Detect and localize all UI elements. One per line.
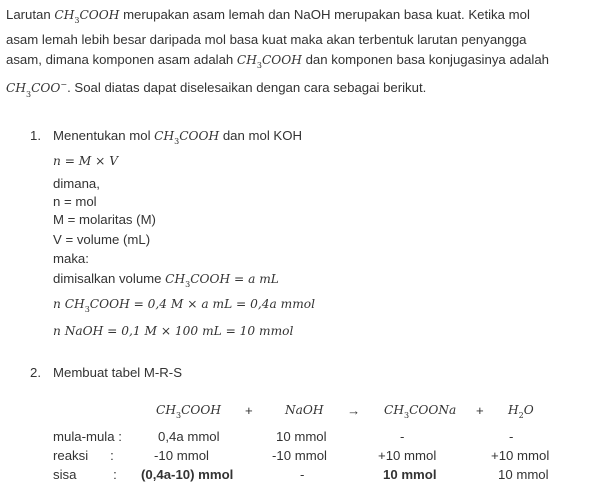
formula-ch3cooh: $CH_3COOH$ — [236, 53, 302, 71]
header-ch3coona: $CH_3COONa$ — [384, 403, 457, 421]
formula-n-equals-mv: n = M × V — [53, 154, 119, 168]
cell: +10 mmol — [378, 448, 437, 463]
intro-text: merupakan asam lemah dan NaOH merupakan basa kuat. Ketika mol — [119, 7, 530, 22]
intro-text: . Soal diatas dapat diselesaikan dengan cara sebagai berikut. — [67, 80, 427, 96]
definition-v: V = volume (mL) — [53, 232, 151, 247]
cell: +10 mmol — [491, 448, 550, 463]
formula-volume-assumption: $CH_3COOH = a$ mL — [165, 272, 279, 290]
header-arrow: → — [347, 403, 361, 418]
header-plus: + — [245, 403, 253, 418]
step-1-number: 1. — [30, 128, 41, 143]
intro-line-2: asam lemah lebih besar daripada mol basa kuat maka akan terbentuk larutan penyangga — [6, 32, 527, 47]
cell: - — [509, 429, 514, 444]
equation-mol-base: n NaOH = 0,1 M × 100 mL = 10 mmol — [53, 324, 294, 338]
cell: -10 mmol — [272, 448, 327, 463]
equation-mol-acid: n $CH_3COOH = 0,4$ M × a mL = 0,4a mmol — [53, 297, 315, 315]
header-naoh: NaOH — [285, 403, 324, 417]
intro-text: Larutan — [6, 7, 55, 22]
header-ch3cooh: $CH_3COOH$ — [156, 403, 221, 421]
intro-line-3 — [6, 52, 549, 69]
cell: 10 mmol — [383, 467, 437, 482]
intro-line-1 — [6, 7, 530, 24]
where-label: dimana, — [53, 176, 100, 191]
row-label-mula: mula-mula : — [53, 429, 122, 444]
intro-text: dan komponen basa konjugasinya adalah — [301, 52, 550, 67]
intro-line-4 — [6, 80, 426, 98]
row-label-sisa: sisa : — [53, 467, 117, 482]
step-1-title — [53, 128, 302, 145]
step-1-title-text: dan mol KOH — [219, 128, 302, 143]
step-2-title: Membuat tabel M-R-S — [53, 365, 182, 380]
cell: (0,4a-10) mmol — [141, 467, 234, 482]
step-1-title-text: Menentukan mol — [53, 128, 155, 143]
step-2-number: 2. — [30, 365, 41, 380]
cell: 10 mmol — [498, 467, 549, 482]
cell: -10 mmol — [154, 448, 209, 463]
formula-ch3cooh: $CH_3COOH$ — [54, 8, 120, 26]
assumption-line — [53, 271, 279, 288]
definition-m: M = molaritas (M) — [53, 212, 156, 227]
then-label: maka: — [53, 251, 89, 266]
header-plus: + — [476, 403, 484, 418]
row-label-reaksi: reaksi : — [53, 448, 114, 463]
formula-ch3cooh: $CH_3COOH$ — [154, 129, 220, 147]
cell: - — [300, 467, 305, 482]
assumption-text: dimisalkan volume — [53, 271, 166, 286]
intro-text: asam, dimana komponen asam adalah — [6, 52, 237, 67]
cell: - — [400, 429, 405, 444]
cell: 10 mmol — [276, 429, 327, 444]
definition-n: n = mol — [53, 194, 97, 209]
formula-ch3coo-minus: $CH_3COO^-$ — [6, 80, 68, 99]
cell: 0,4a mmol — [158, 429, 220, 444]
header-water: $H_2O$ — [508, 403, 534, 421]
